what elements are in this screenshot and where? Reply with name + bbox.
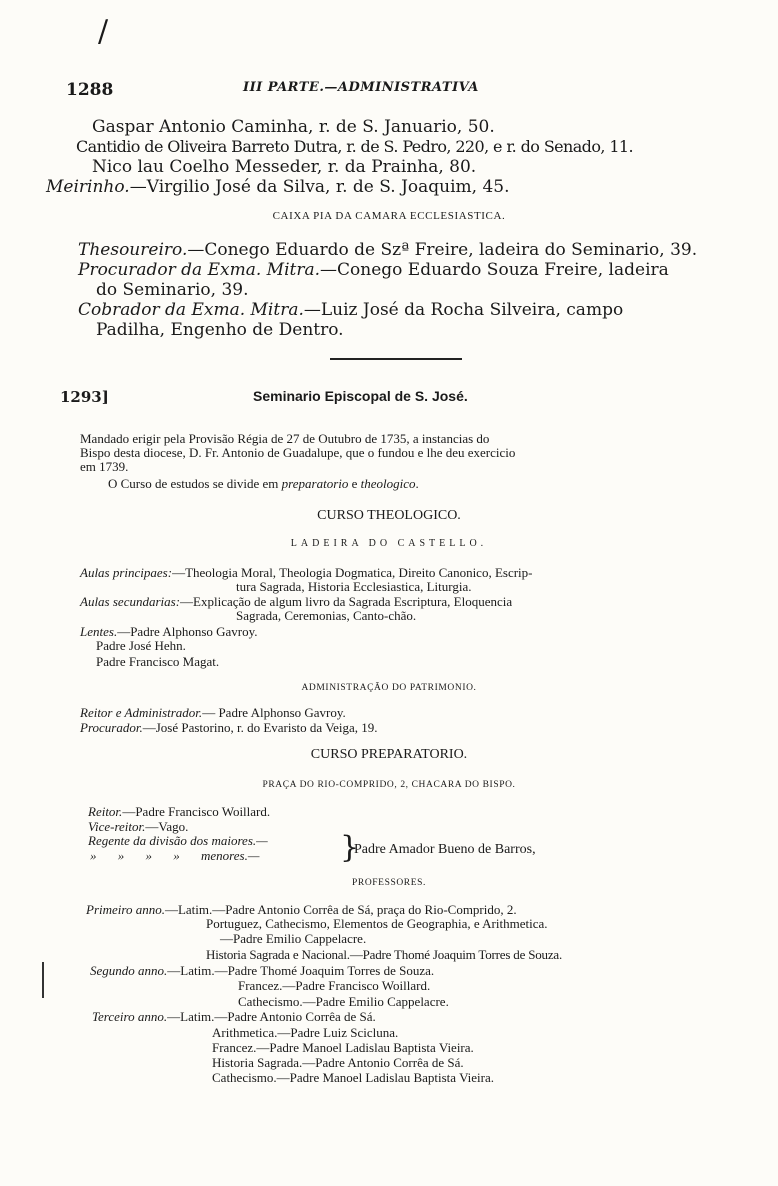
text-line: Arithmetica.—Padre Luiz Scicluna. [212, 1025, 399, 1040]
text-line: Francez.—Padre Francisco Woillard. [238, 978, 431, 993]
role-text: —Conego Eduardo Souza Freire, ladeira [320, 260, 669, 280]
curso-prep: preparatorio [281, 476, 349, 491]
terceiro-line [92, 1010, 376, 1025]
location: PRAÇA DO RIO-COMPRIDO, 2, CHACARA DO BISPO. [262, 780, 516, 790]
page-header-title: III PARTE.—ADMINISTRATIVA [243, 80, 479, 95]
divider [330, 358, 462, 360]
role-text: —Luiz José da Rocha Silveira, campo [303, 300, 624, 320]
text-line: Portuguez, Cathecismo, Elementos de Geographia, e Arithmetica. [206, 916, 548, 931]
text-line: do Seminario, 39. [96, 280, 249, 300]
margin-mark [42, 962, 44, 998]
section-title: Seminario Episcopal de S. José. [253, 388, 468, 404]
reitor-line [88, 805, 270, 820]
text-line: Historia Sagrada.—Padre Antonio Corrêa de Sá. [212, 1055, 464, 1070]
role-text: —Padre Alphonso Gavroy. [117, 624, 258, 639]
role-label: Cobrador da Exma. Mitra. [78, 300, 304, 320]
text-line: —Padre Emilio Cappelacre. [220, 931, 367, 946]
role-text: — Padre Alphonso Gavroy. [202, 705, 346, 720]
text-line: tura Sagrada, Historia Ecclesiastica, Liturgia. [236, 579, 472, 594]
cobrador-line [78, 300, 623, 320]
role-label: Thesoureiro. [78, 240, 188, 260]
intro-line: em 1739. [80, 459, 129, 474]
location: LADEIRA DO CASTELLO. [290, 538, 488, 549]
text-line: Padre Francisco Magat. [96, 654, 220, 669]
thesoureiro-line [78, 240, 697, 260]
subsection-heading: CURSO THEOLOGICO. [317, 508, 461, 523]
section-number: 1293] [60, 388, 109, 406]
text-line: Historia Sagrada e Nacional.—Padre Thomé Joaquim Torres de Souza. [206, 947, 563, 962]
pencil-mark: / [98, 14, 109, 49]
role-label: Segundo anno. [90, 963, 168, 978]
role-text: —Explicação de algum livro da Sagrada Escriptura, Eloquencia [180, 594, 513, 609]
role-text: —Latim.—Padre Thomé Joaquim Torres de Souza. [167, 963, 435, 978]
curso-end: . [415, 476, 419, 491]
text-line: Francez.—Padre Manoel Ladislau Baptista Vieira. [212, 1040, 474, 1055]
role-text: —Vago. [145, 819, 189, 834]
curso-pre: O Curso de estudos se divide em [108, 476, 282, 491]
regente-line: Regente da divisão dos maiores.— [88, 833, 268, 848]
role-text: —Virgilio José da Silva, r. de S. Joaquim, 45. [129, 177, 510, 197]
role-text: —Latim.—Padre Antonio Corrêa de Sá, praça do Rio-Comprido, 2. [164, 902, 517, 917]
procurador-line [80, 721, 378, 736]
meirinho-line [46, 177, 510, 197]
role-label: Meirinho. [46, 177, 130, 197]
text-line: Nico lau Coelho Messeder, r. da Prainha, 80. [92, 157, 477, 177]
role-text: —Theologia Moral, Theologia Dogmatica, Direito Canonico, Escrip- [172, 565, 533, 580]
text-line: Cathecismo.—Padre Manoel Ladislau Baptista Vieira. [212, 1070, 495, 1085]
role-label: Reitor. [88, 804, 123, 819]
brace: } [340, 830, 360, 865]
role-text: —Conego Eduardo de Szª Freire, ladeira do Seminario, 39. [187, 240, 698, 260]
text-line: Gaspar Antonio Caminha, r. de S. Januario, 50. [92, 117, 495, 137]
text-line: Padre José Hehn. [96, 638, 186, 653]
text-line: Sagrada, Ceremonias, Canto-chão. [236, 608, 417, 623]
page-number: 1288 [66, 80, 114, 100]
text-line: Padilha, Engenho de Dentro. [96, 320, 344, 340]
role-label: Primeiro anno. [86, 902, 165, 917]
regente-name: Padre Amador Bueno de Barros, [354, 842, 536, 857]
role-label: Lentes. [80, 624, 118, 639]
role-label: Aulas secundarias: [80, 594, 181, 609]
curso-theo: theologico [360, 476, 416, 491]
role-label: Vice-reitor. [88, 819, 146, 834]
subsection-heading: ADMINISTRAÇÃO DO PATRIMONIO. [301, 683, 477, 693]
text-line: Cathecismo.—Padre Emilio Cappelacre. [238, 994, 449, 1009]
role-label: Terceiro anno. [92, 1009, 168, 1024]
procurador-line [78, 260, 669, 280]
reitor-admin-line [80, 706, 346, 721]
role-label: Reitor e Administrador. [80, 705, 203, 720]
curso-mid: e [348, 476, 361, 491]
role-text: —Padre Francisco Woillard. [122, 804, 271, 819]
curso-line [108, 477, 419, 492]
role-label: Procurador. [80, 720, 143, 735]
role-label: Aulas principaes: [80, 565, 173, 580]
subsection-heading: PROFESSORES. [352, 878, 426, 888]
section-heading: CAIXA PIA DA CAMARA ECCLESIASTICA. [272, 210, 506, 222]
subsection-heading: CURSO PREPARATORIO. [310, 747, 468, 762]
text-line: Cantidio de Oliveira Barreto Dutra, r. de S. Pedro, 220, e r. do Senado, 11. [76, 137, 633, 156]
role-text: —José Pastorino, r. do Evaristo da Veiga, 19. [142, 720, 378, 735]
intro-line: Mandado erigir pela Provisão Régia de 27 de Outubro de 1735, a instancias do [80, 431, 490, 446]
regente-line: » » » » menores.— [90, 848, 260, 863]
role-label: Procurador da Exma. Mitra. [78, 260, 321, 280]
intro-line: Bispo desta diocese, D. Fr. Antonio de Guadalupe, que o fundou e lhe deu exercicio [80, 445, 516, 460]
segundo-line [90, 964, 434, 979]
role-text: —Latim.—Padre Antonio Corrêa de Sá. [167, 1009, 376, 1024]
